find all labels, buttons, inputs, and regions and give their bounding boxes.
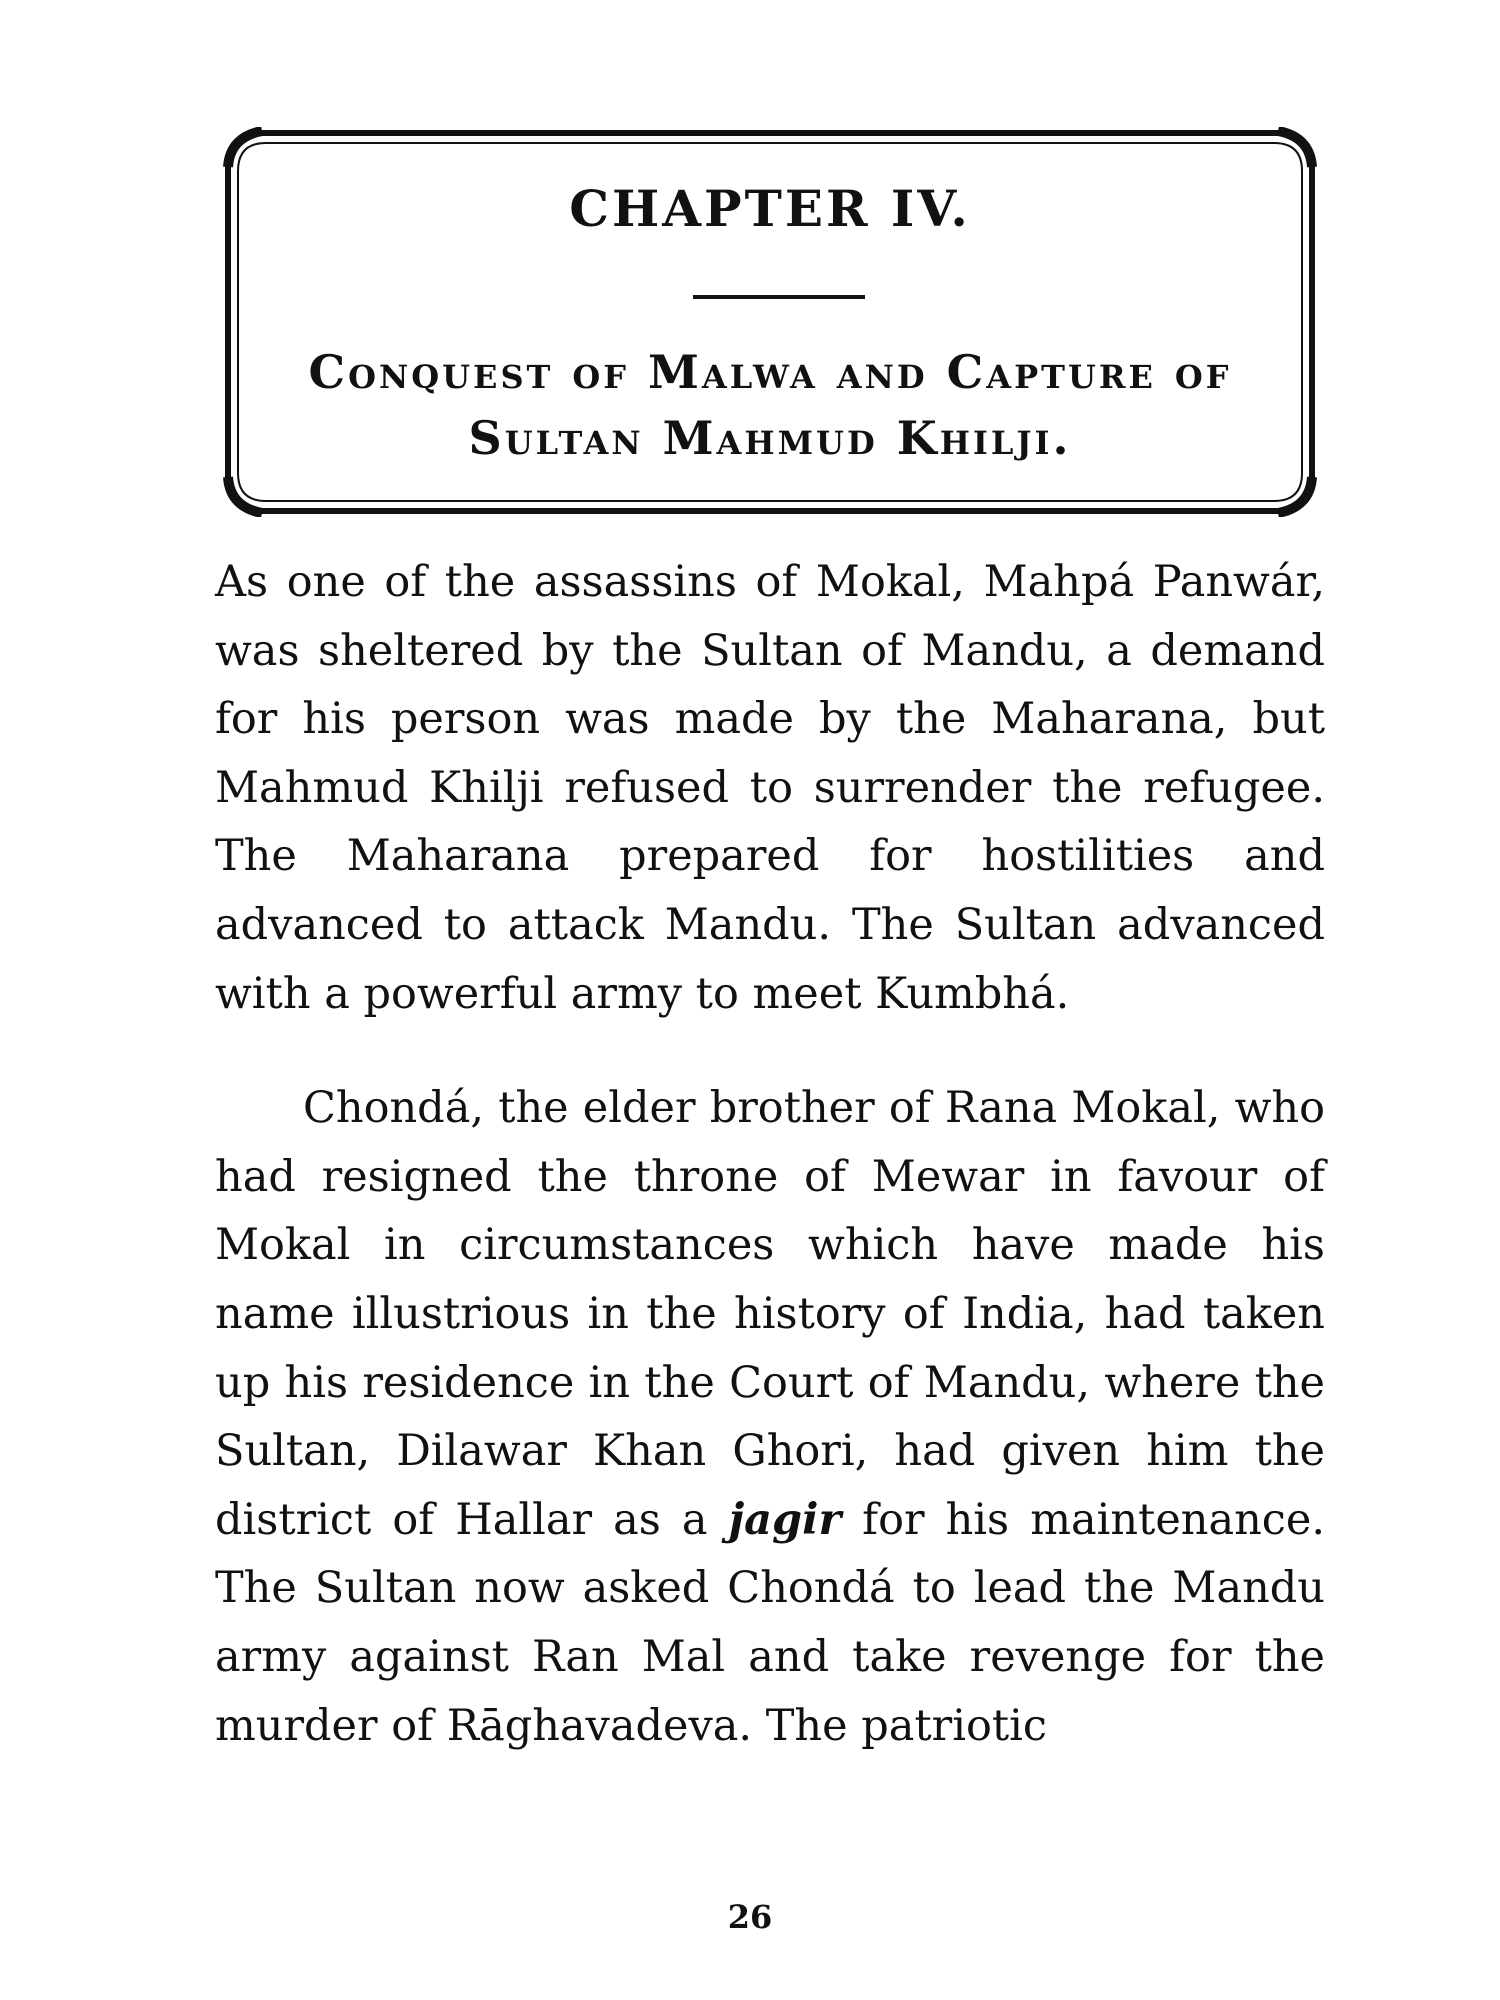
paragraph-2-text-start: Chondá, the elder brother of Rana Mokal, who had resigned the throne of Mewar in favour of Mokal in circumstances which have made his name illustrious in the history of India, had taken up his residence in the Court of Mandu, where the Sultan, Dilawar Khan Ghori, had given him the district of Hallar as a <box>215 1083 1325 1545</box>
chapter-subtitle-line-1: Conquest of Malwa and Capture of <box>308 345 1232 399</box>
chapter-title: CHAPTER IV. <box>569 179 971 238</box>
chapter-body <box>215 548 1325 1760</box>
paragraph-2 <box>215 1074 1325 1760</box>
paragraph-1: As one of the assassins of Mokal, Mahpá Panwár, was sheltered by the Sultan of Mandu, a demand for his person was made by the Maharana, but Mahmud Khilji refused to surrender the refugee. The Maharana prepared for hostilities and advanced to attack Mandu. The Sultan advanced with a powerful army to meet Kumbhá. <box>215 557 1325 1019</box>
paragraph-2-italic-term: jagir <box>728 1494 842 1545</box>
chapter-subtitle <box>262 339 1278 471</box>
paragraph-2-text-end: for his maintenance. The Sultan now asked Chondá to lead the Mandu army against Ran Mal and take revenge for the murder of Rāghavadeva. The patriotic <box>215 1494 1325 1751</box>
page-number: 26 <box>727 1898 773 1936</box>
chapter-heading-box <box>222 127 1318 517</box>
chapter-subtitle-line-2: Sultan Mahmud Khilji. <box>468 411 1072 465</box>
title-divider <box>693 295 865 299</box>
